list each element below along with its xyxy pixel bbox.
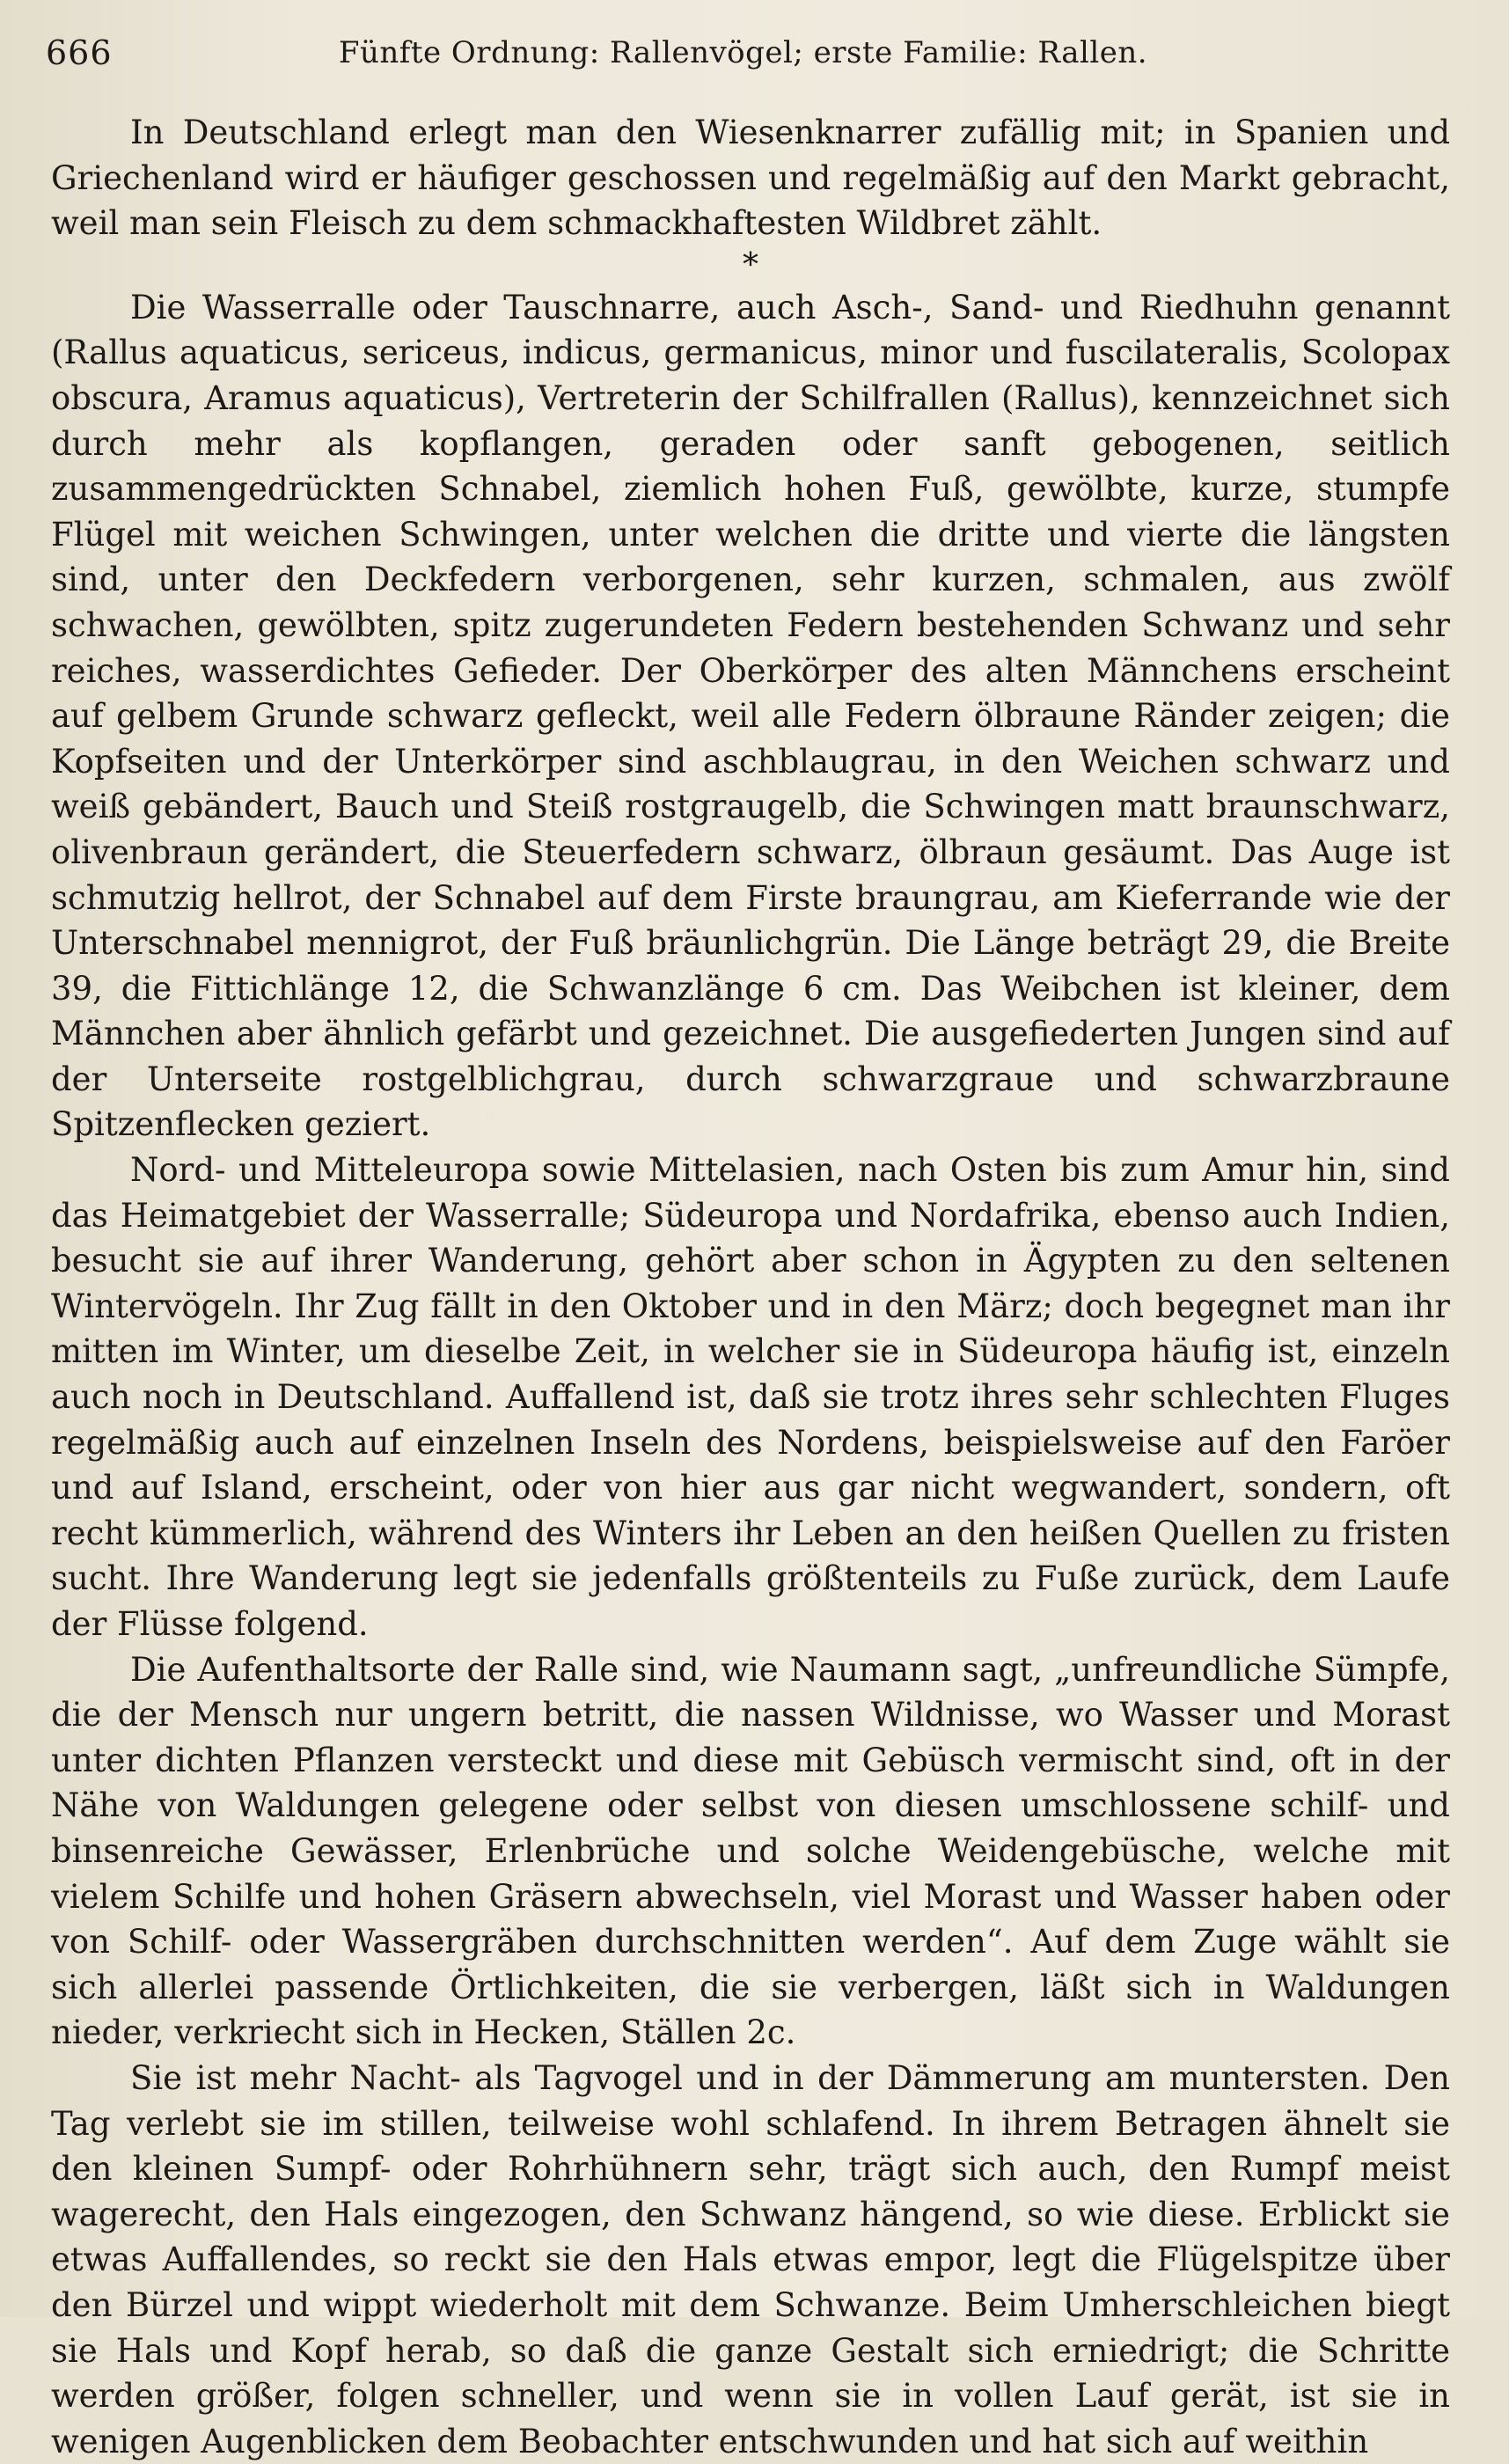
paragraph-habitat: Die Aufenthaltsorte der Ralle sind, wie Naumann sagt, „unfreundliche Sümpfe, die der Mensch nur ungern betritt, die nassen Wildnisse, wo Wasser und Morast unter dichten Pflanzen versteckt und diese mit Gebüsch vermischt sind, oft in der Nähe von Waldungen gelegene oder selbst von diesen umschlossene schilf- und binsenreiche Gewässer, Erlenbrüche und solche Weidengebüsche, welche mit vielem Schilfe und hohen Gräsern abwechseln, viel Morast und Wasser haben oder von Schilf- oder Wassergräben durchschnitten werden“. Auf dem Zuge wählt sie sich allerlei passende Örtlichkeiten, die sie verbergen, läßt sich in Waldungen nieder, verkriecht sich in Hecken, Ställen 2c. — [51, 1650, 1450, 2052]
paragraph-description: Die Wasserralle oder Tauschnarre, auch Asch-, Sand- und Riedhuhn genannt (Rallus aquaticus, sericeus, indicus, germanicus, minor und fuscilateralis, Scolopax obscura, Aramus aquaticus), Vertreterin der Schilfrallen (Rallus), kennzeichnet sich durch mehr als kopflangen, geraden oder sanft gebogenen, seitlich zusammengedrückten Schnabel, ziemlich hohen Fuß, gewölbte, kurze, stumpfe Flügel mit weichen Schwingen, unter welchen die dritte und vierte die längsten sind, unter den Deckfedern verborgenen, sehr kurzen, schmalen, aus zwölf schwachen, gewölbten, spitz zugerundeten Federn bestehenden Schwanz und sehr reiches, wasserdichtes Gefieder. Der Oberkörper des alten Männchens erscheint auf gelbem Grunde schwarz gefleckt, weil alle Federn ölbraune Ränder zeigen; die Kopfseiten und der Unterkörper sind aschblaugrau, in den Weichen schwarz und weiß gebändert, Bauch und Steiß rostgraugelb, die Schwingen matt braunschwarz, olivenbraun gerändert, die Steuerfedern schwarz, ölbraun gesäumt. Das Auge ist schmutzig hellrot, der Schnabel auf dem Firste braungrau, am Kieferrande wie der Unterschnabel mennigrot, der Fuß bräunlichgrün. Die Länge beträgt 29, die Breite 39, die Fittichlänge 12, die Schwanzlänge 6 cm. Das Weibchen ist kleiner, dem Männchen aber ähnlich gefärbt und gezeichnet. Die ausgefiederten Jungen sind auf der Unterseite rostgelblichgrau, durch schwarzgraue und schwarzbraune Spitzenflecken geziert. — [51, 288, 1450, 1144]
body-text — [51, 110, 1450, 2464]
page-number: 666 — [46, 33, 113, 72]
paragraph-wiesenknarrer: In Deutschland erlegt man den Wiesenknarrer zufällig mit; in Spanien und Griechenland wird er häufiger geschossen und regelmäßig auf den Markt gebracht, weil man sein Fleisch zu dem schmackhaftesten Wildbret zählt. — [51, 114, 1450, 243]
paragraph-distribution: Nord- und Mitteleuropa sowie Mittelasien, nach Osten bis zum Amur hin, sind das Heimatgebiet der Wasserralle; Südeuropa und Nordafrika, ebenso auch Indien, besucht sie auf ihrer Wanderung, gehört aber schon in Ägypten zu den seltenen Wintervögeln. Ihr Zug fällt in den Oktober und in den März; doch begegnet man ihr mitten im Winter, um dieselbe Zeit, in welcher sie in Südeuropa häufig ist, einzeln auch noch in Deutschland. Auffallend ist, daß sie trotz ihres sehr schlechten Fluges regelmäßig auch auf einzelnen Inseln des Nordens, beispielsweise auf den Faröer und auf Island, erscheint, oder von hier aus gar nicht wegwandert, sondern, oft recht kümmerlich, während des Winters ihr Leben an den heißen Quellen zu fristen sucht. Ihre Wanderung legt sie jedenfalls größtenteils zu Fuße zurück, dem Laufe der Flüsse folgend. — [51, 1151, 1450, 1643]
section-divider: * — [743, 246, 758, 283]
paragraph-behavior: Sie ist mehr Nacht- als Tagvogel und in der Dämmerung am muntersten. Den Tag verlebt sie im stillen, teilweise wohl schlafend. In ihrem Betragen ähnelt sie den kleinen Sumpf- oder Rohrhühnern sehr, trägt sich auch, den Rumpf meist wagerecht, den Hals eingezogen, den Schwanz hängend, so wie diese. Erblickt sie etwas Auffallendes, so reckt sie den Hals etwas empor, legt die Flügelspitze über den Bürzel und wippt wiederholt mit dem Schwanze. Beim Umherschleichen biegt sie Hals und Kopf herab, so daß die ganze Gestalt sich erniedrigt; die Schritte werden größer, folgen schneller, und wenn sie in vollen Lauf gerät, ist sie in wenigen Augenblicken dem Beobachter entschwunden und hat sich auf weithin — [51, 2058, 1450, 2460]
running-head: Fünfte Ordnung: Rallenvögel; erste Familie: Rallen. — [338, 35, 1148, 70]
page-header — [46, 26, 1440, 79]
